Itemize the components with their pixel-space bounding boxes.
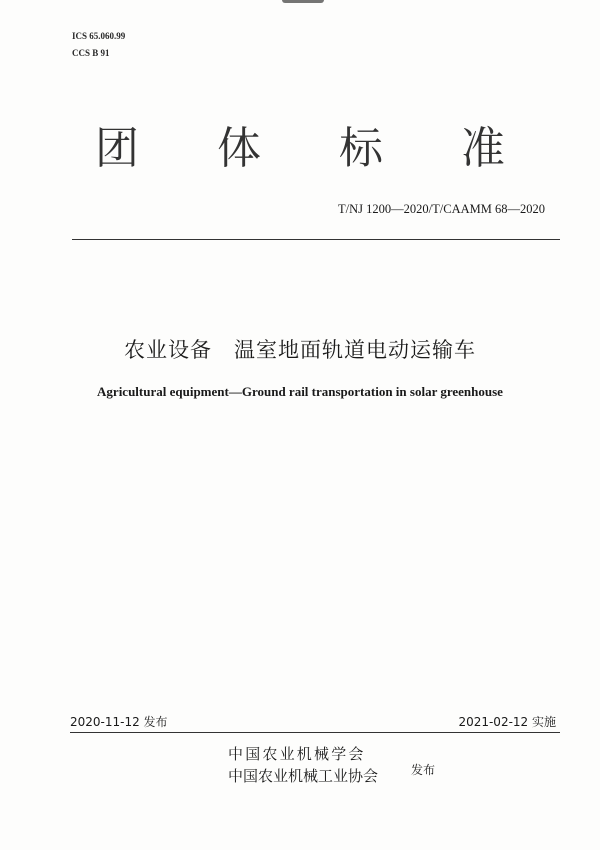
standard-number: T/NJ 1200—2020/T/CAAMM 68—2020 (338, 202, 545, 216)
title-english: Agricultural equipment—Ground rail transportation in solar greenhouse (97, 384, 503, 399)
title-chinese: 农业设备 温室地面轨道电动运输车 (124, 338, 476, 362)
publisher-org-1: 中国农业机械学会 (228, 745, 366, 763)
publish-date: 2020-11-12 发布 (70, 715, 168, 729)
publisher-org-2: 中国农业机械工业协会 (228, 767, 379, 785)
classification-codes (72, 28, 125, 62)
ccs-code: CCS B 91 (72, 48, 110, 58)
bottom-divider (70, 732, 560, 733)
implementation-date: 2021-02-12 实施 (458, 715, 556, 729)
document-type-heading: 团 体 标 准 (95, 123, 537, 174)
publisher-block (228, 743, 378, 787)
publish-label: 发布 (411, 763, 436, 777)
top-divider (72, 239, 560, 240)
ics-code: ICS 65.060.99 (72, 31, 126, 41)
scan-artifact (282, 0, 324, 3)
